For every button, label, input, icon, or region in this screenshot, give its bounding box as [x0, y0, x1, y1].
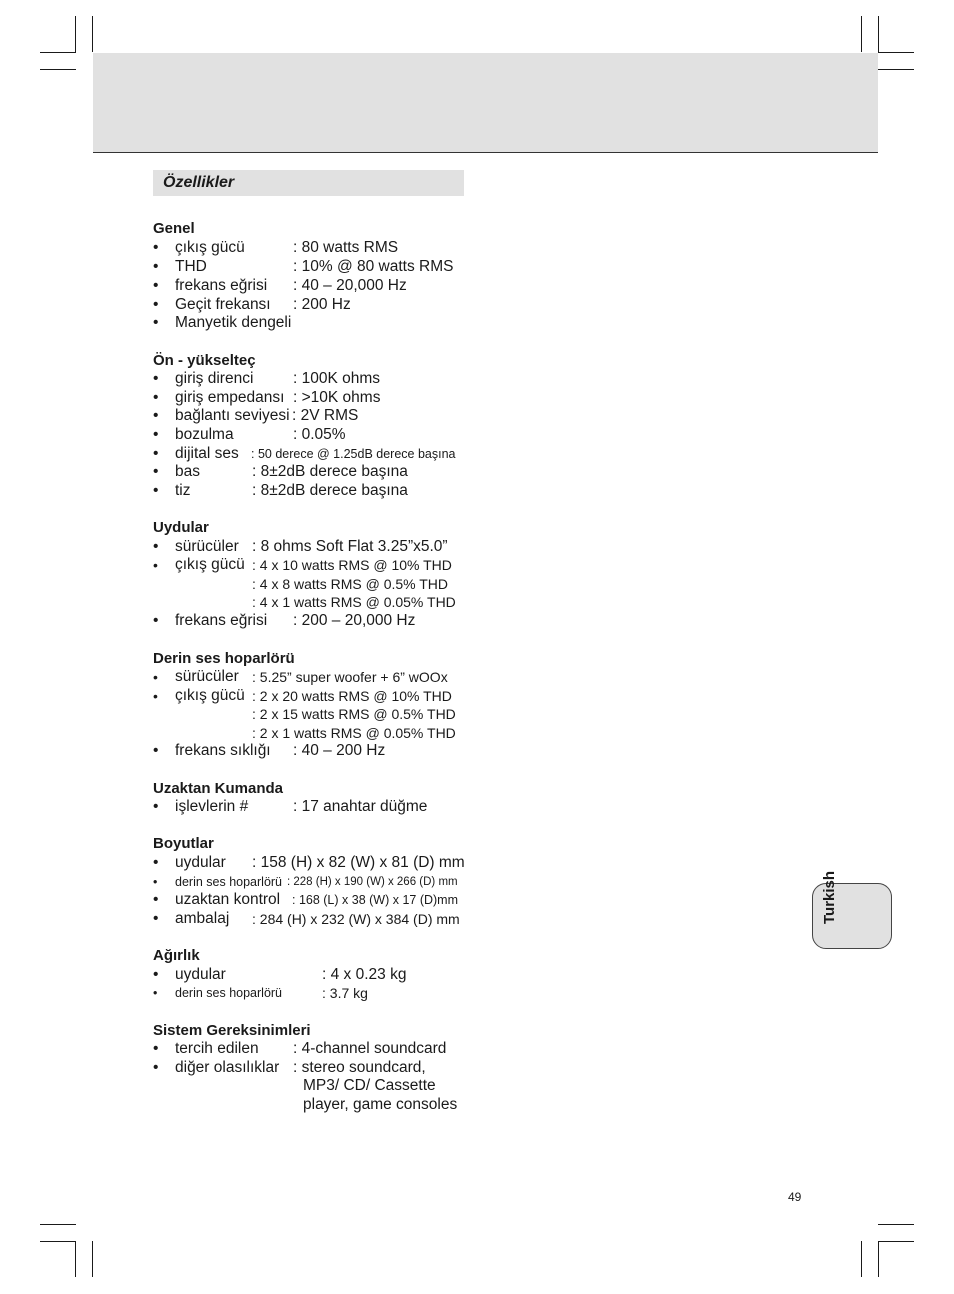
crop-mark — [92, 16, 93, 52]
bullet: • — [153, 258, 159, 275]
crop-mark — [75, 1241, 76, 1277]
bullet: • — [153, 482, 159, 499]
bullet: • — [153, 1040, 159, 1057]
bullet: • — [153, 426, 159, 443]
spec-row-continuation: MP3/ CD/ Cassette — [303, 1077, 436, 1094]
bullet: • — [153, 966, 159, 983]
bullet: • — [153, 612, 159, 629]
heading-sistem-gereksinimleri: Sistem Gereksinimleri — [153, 1022, 311, 1039]
heading-on-yukseltec: Ön - yükselteç — [153, 352, 256, 369]
bullet: • — [153, 314, 159, 331]
bullet: • — [153, 557, 158, 573]
bullet: • — [153, 370, 159, 387]
bullet: • — [153, 910, 159, 927]
heading-derin-ses: Derin ses hoparlörü — [153, 650, 295, 667]
bullet: • — [153, 669, 158, 685]
bullet: • — [153, 277, 159, 294]
crop-mark — [878, 1241, 914, 1242]
header-band — [93, 53, 878, 153]
bullet: • — [153, 798, 159, 815]
crop-mark — [878, 69, 914, 70]
bullet: • — [153, 445, 159, 462]
crop-mark — [40, 69, 76, 70]
bullet: • — [153, 389, 159, 406]
bullet: • — [153, 296, 159, 313]
heading-genel: Genel — [153, 220, 195, 237]
crop-mark — [878, 52, 914, 53]
crop-mark — [75, 16, 76, 52]
heading-uydular: Uydular — [153, 519, 209, 536]
bullet: • — [153, 742, 159, 759]
crop-mark — [40, 1224, 76, 1225]
heading-agirlik: Ağırlık — [153, 947, 200, 964]
page-number: 49 — [788, 1190, 802, 1204]
bullet: • — [153, 891, 159, 908]
bullet: • — [153, 407, 159, 424]
heading-boyutlar: Boyutlar — [153, 835, 214, 852]
crop-mark — [861, 16, 862, 52]
crop-mark — [92, 1241, 93, 1277]
crop-mark — [878, 1241, 879, 1277]
bullet: • — [153, 538, 159, 555]
section-title: Özellikler — [163, 174, 235, 191]
language-tab — [812, 870, 892, 949]
crop-mark — [40, 52, 76, 53]
section-title-bar — [153, 170, 464, 196]
heading-uzaktan-kumanda: Uzaktan Kumanda — [153, 780, 284, 797]
bullet: • — [153, 1059, 159, 1076]
bullet: • — [153, 688, 158, 704]
spec-row-continuation: player, game consoles — [303, 1096, 458, 1113]
crop-mark — [40, 1241, 76, 1242]
crop-mark — [878, 16, 879, 52]
bullet: • — [153, 986, 158, 1000]
crop-mark — [861, 1241, 862, 1277]
bullet: • — [153, 463, 159, 480]
bullet: • — [153, 875, 158, 889]
bullet: • — [153, 854, 159, 871]
language-tab-label: Turkish — [821, 870, 838, 924]
crop-mark — [878, 1224, 914, 1225]
bullet: • — [153, 239, 159, 256]
